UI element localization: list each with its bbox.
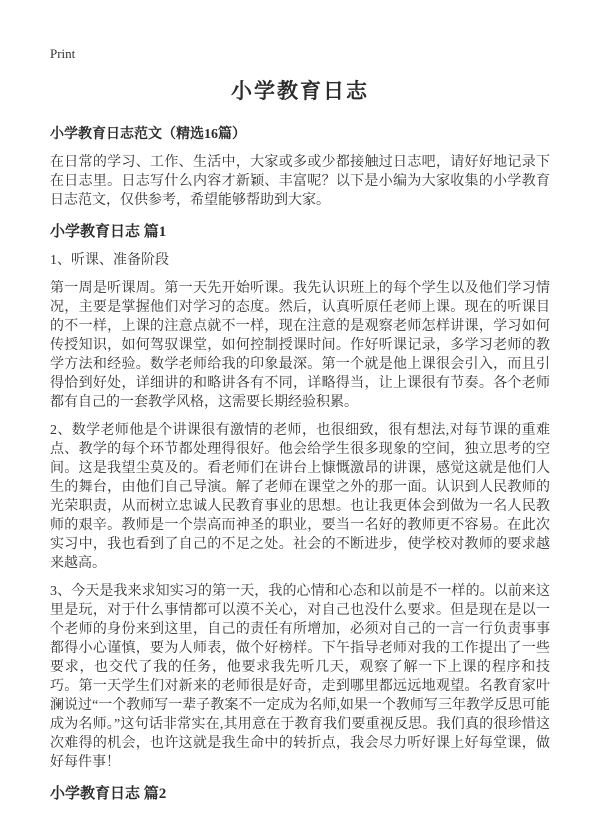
section-2-heading: 小学教育日志 篇2: [50, 786, 167, 803]
article-title: 小学教育日志: [231, 79, 369, 103]
section-1-paragraph-1: 第一周是听课周。第一天先开始听课。我先认识班上的每个学生以及他们学习情况，主要是掌握他们对学习的态度。然后，认真听原任老师上课。现在的听课目的不一样，上课的注意点就不一样，现在注意的是观察老师怎样讲课，学习如何传授知识，如何驾驭课堂，如何控制授课时间。作好听课记录，多学习老师的教学方法和经验。数学老师给我的印象最深。第一个就是他上课很会引入，而且引得恰到好处，详细讲的和略讲各有不同，详略得当，让上课很有节奏。各个老师都有自己的一套教学风格，这需要长期经验积累。: [50, 281, 550, 411]
section-1-heading: 小学教育日志 篇1: [50, 224, 167, 241]
intro-paragraph: 在日常的学习、工作、生活中，大家或多或少都接触过日志吧，请好好地记录下在日志里。日志写什么内容才新颖、丰富呢？以下是小编为大家收集的小学教育日志范文，仅供参考，希望能够帮助到大家。: [50, 155, 550, 209]
section-1-paragraph-2: 2、数学老师他是个讲课很有激情的老师，也很细致，很有想法,对每节课的重难点、教学的每个环节都处理得很好。他会给学生很多现象的空间，独立思考的空间。这是我望尘莫及的。看老师们在讲台上慷慨激昂的讲课，感觉这就是他们人生的舞台，由他们自己导演。解了老师在课堂之外的那一面。认识到人民教师的光荣职责，从而树立忠诚人民教育事业的思想。也让我更体会到做为一名人民教师的艰辛。教师是一个崇高而神圣的职业，要当一名好的教师更不容易。在此次实习中，我也看到了自己的不足之处。社会的不断进步，使学校对教师的要求越来越高。: [50, 423, 550, 572]
section-1-paragraph-3: 3、今天是我来求知实习的第一天，我的心情和心态和以前是不一样的。以前来这里是玩，对于什么事情都可以漠不关心，对自己也没什么要求。但是现在是以一个老师的身份来到这里，自己的责任有所增加，必须对自己的一言一行负责事事都得小心谨慎，要为人师表，做个好榜样。下午指导老师对我的工作提出了一些要求，也交代了我的任务，他要求我先听几天，观察了解一下上课的程序和技巧。第一天学生们对新来的老师很是好奇，走到哪里都远远地观望。名教育家叶澜说过“一个教师写一辈子教案不一定成为名师,如果一个教师写三年教学反思可能成为名师。”这句话非常实在,其用意在于教育我们要重视反思。我们真的很珍惜这次难得的机会，也许这就是我生命中的转折点，我会尽力听好课上好每堂课，做好每件事！: [50, 584, 550, 771]
section-1-subheading: 1、听课、准备阶段: [50, 253, 169, 269]
article-subtitle: 小学教育日志范文（精选16篇）: [50, 127, 246, 143]
print-button[interactable]: Print: [50, 46, 76, 61]
